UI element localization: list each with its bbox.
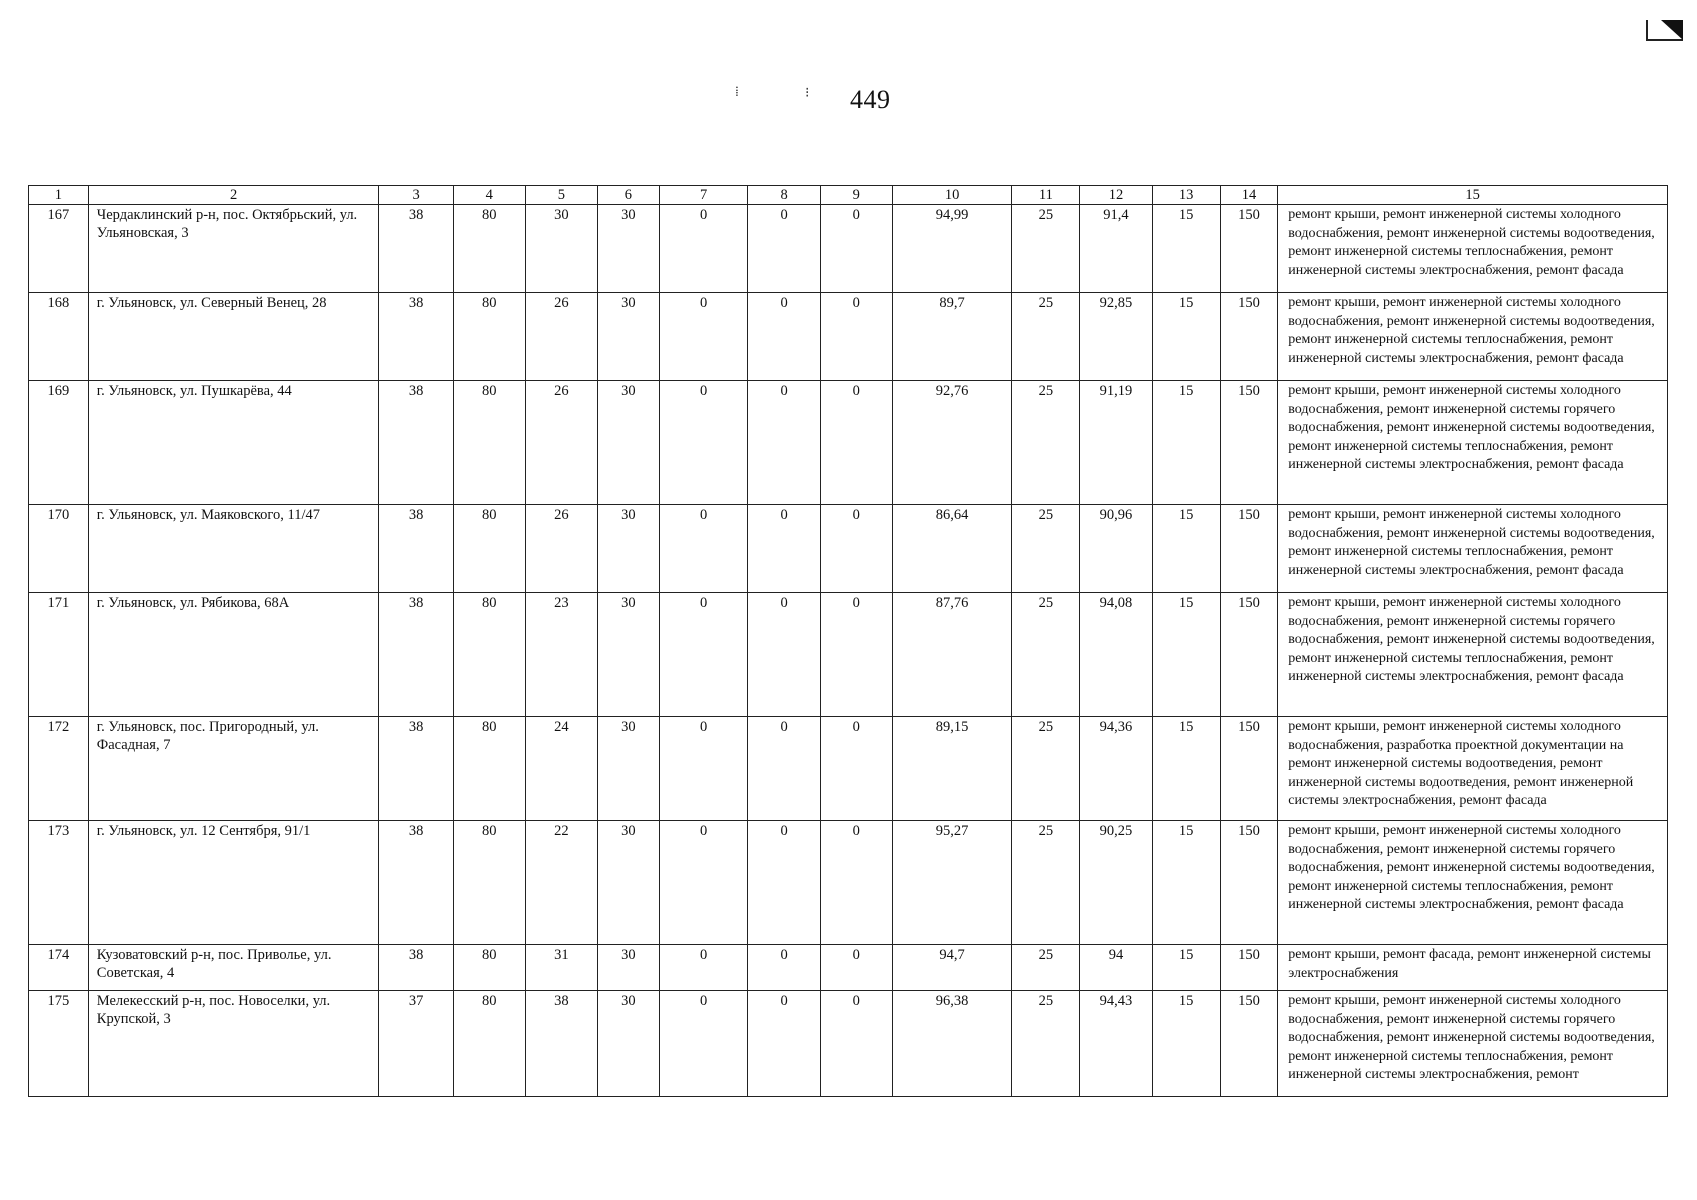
value-cell: 94,43 [1080, 991, 1152, 1097]
col-header: 9 [820, 186, 892, 205]
value-cell: 26 [525, 381, 597, 505]
value-cell: 38 [379, 205, 453, 293]
value-cell: 0 [659, 991, 748, 1097]
value-cell: 23 [525, 593, 597, 717]
value-cell: 0 [748, 381, 820, 505]
col-header: 2 [88, 186, 379, 205]
value-cell: 0 [820, 381, 892, 505]
value-cell: 15 [1152, 205, 1220, 293]
value-cell: 38 [379, 293, 453, 381]
value-cell: 80 [453, 945, 525, 991]
value-cell: 30 [598, 717, 660, 821]
value-cell: 38 [379, 717, 453, 821]
value-cell: 0 [820, 821, 892, 945]
value-cell: 0 [659, 205, 748, 293]
value-cell: 25 [1012, 205, 1080, 293]
value-cell: 91,4 [1080, 205, 1152, 293]
row-number: 169 [29, 381, 89, 505]
value-cell: 30 [598, 381, 660, 505]
scan-artifact: ⁞ [735, 85, 739, 100]
value-cell: 0 [820, 505, 892, 593]
col-header: 12 [1080, 186, 1152, 205]
scan-artifact: ⁝ [805, 86, 810, 101]
col-header: 5 [525, 186, 597, 205]
value-cell: 0 [659, 717, 748, 821]
value-cell: 0 [659, 293, 748, 381]
value-cell: 26 [525, 293, 597, 381]
col-header: 11 [1012, 186, 1080, 205]
page-number: 449 [850, 85, 891, 114]
works-cell: ремонт крыши, ремонт инженерной системы холодного водоснабжения, ремонт инженерной системы горячего водоснабжения, ремонт инженерной системы водоотведения, ремонт инженерной системы теплоснабжения, ремонт инженерной системы электроснабжения, ремонт фасада [1278, 821, 1668, 945]
value-cell: 150 [1220, 991, 1278, 1097]
value-cell: 15 [1152, 991, 1220, 1097]
value-cell: 15 [1152, 505, 1220, 593]
value-cell: 30 [598, 945, 660, 991]
value-cell: 92,76 [892, 381, 1012, 505]
value-cell: 0 [820, 293, 892, 381]
value-cell: 25 [1012, 505, 1080, 593]
value-cell: 0 [659, 381, 748, 505]
value-cell: 15 [1152, 945, 1220, 991]
row-number: 173 [29, 821, 89, 945]
col-header: 8 [748, 186, 820, 205]
value-cell: 80 [453, 205, 525, 293]
value-cell: 150 [1220, 293, 1278, 381]
value-cell: 24 [525, 717, 597, 821]
value-cell: 25 [1012, 593, 1080, 717]
value-cell: 0 [748, 717, 820, 821]
table-row [29, 593, 1668, 717]
address-cell: Чердаклинский р-н, пос. Октябрьский, ул. Ульяновская, 3 [88, 205, 379, 293]
table-row [29, 381, 1668, 505]
works-cell: ремонт крыши, ремонт инженерной системы холодного водоснабжения, ремонт инженерной системы горячего водоснабжения, ремонт инженерной системы водоотведения, ремонт инженерной системы теплоснабжения, ремонт инженерной системы электроснабжения, ремонт фасада [1278, 593, 1668, 717]
table-row [29, 991, 1668, 1097]
value-cell: 25 [1012, 945, 1080, 991]
col-header: 1 [29, 186, 89, 205]
value-cell: 96,38 [892, 991, 1012, 1097]
value-cell: 25 [1012, 381, 1080, 505]
value-cell: 0 [748, 205, 820, 293]
value-cell: 0 [659, 593, 748, 717]
value-cell: 87,76 [892, 593, 1012, 717]
col-header: 13 [1152, 186, 1220, 205]
address-cell: Кузоватовский р-н, пос. Приволье, ул. Советская, 4 [88, 945, 379, 991]
value-cell: 25 [1012, 717, 1080, 821]
value-cell: 26 [525, 505, 597, 593]
col-header: 14 [1220, 186, 1278, 205]
value-cell: 22 [525, 821, 597, 945]
address-cell: г. Ульяновск, ул. Маяковского, 11/47 [88, 505, 379, 593]
value-cell: 38 [379, 945, 453, 991]
value-cell: 15 [1152, 293, 1220, 381]
row-number: 167 [29, 205, 89, 293]
repair-program-table [28, 185, 1668, 1097]
value-cell: 0 [820, 205, 892, 293]
value-cell: 150 [1220, 945, 1278, 991]
works-cell: ремонт крыши, ремонт инженерной системы холодного водоснабжения, разработка проектной документации на ремонт инженерной системы водоотведения, ремонт инженерной системы водоотведения, ремонт инженерной системы электроснабжения, ремонт фасада [1278, 717, 1668, 821]
row-number: 175 [29, 991, 89, 1097]
value-cell: 80 [453, 717, 525, 821]
corner-fold-icon [1643, 18, 1685, 42]
value-cell: 94,99 [892, 205, 1012, 293]
value-cell: 30 [598, 293, 660, 381]
table-row [29, 821, 1668, 945]
table-body [29, 205, 1668, 1097]
value-cell: 90,25 [1080, 821, 1152, 945]
works-cell: ремонт крыши, ремонт фасада, ремонт инженерной системы электроснабжения [1278, 945, 1668, 991]
value-cell: 92,85 [1080, 293, 1152, 381]
value-cell: 80 [453, 381, 525, 505]
address-cell: Мелекесский р-н, пос. Новоселки, ул. Крупской, 3 [88, 991, 379, 1097]
value-cell: 150 [1220, 593, 1278, 717]
value-cell: 31 [525, 945, 597, 991]
row-number: 172 [29, 717, 89, 821]
row-number: 174 [29, 945, 89, 991]
address-cell: г. Ульяновск, ул. Северный Венец, 28 [88, 293, 379, 381]
value-cell: 80 [453, 505, 525, 593]
value-cell: 0 [820, 717, 892, 821]
value-cell: 15 [1152, 593, 1220, 717]
value-cell: 0 [748, 945, 820, 991]
table-row [29, 293, 1668, 381]
address-cell: г. Ульяновск, пос. Пригородный, ул. Фасадная, 7 [88, 717, 379, 821]
value-cell: 89,7 [892, 293, 1012, 381]
value-cell: 30 [598, 991, 660, 1097]
value-cell: 150 [1220, 505, 1278, 593]
works-cell: ремонт крыши, ремонт инженерной системы холодного водоснабжения, ремонт инженерной системы горячего водоснабжения, ремонт инженерной системы водоотведения, ремонт инженерной системы теплоснабжения, ремонт инженерной системы электроснабжения, ремонт [1278, 991, 1668, 1097]
header-row [29, 186, 1668, 205]
value-cell: 0 [748, 505, 820, 593]
address-cell: г. Ульяновск, ул. Пушкарёва, 44 [88, 381, 379, 505]
works-cell: ремонт крыши, ремонт инженерной системы холодного водоснабжения, ремонт инженерной системы горячего водоснабжения, ремонт инженерной системы водоотведения, ремонт инженерной системы теплоснабжения, ремонт инженерной системы электроснабжения, ремонт фасада [1278, 381, 1668, 505]
value-cell: 80 [453, 991, 525, 1097]
value-cell: 0 [820, 593, 892, 717]
value-cell: 0 [748, 821, 820, 945]
value-cell: 15 [1152, 717, 1220, 821]
value-cell: 90,96 [1080, 505, 1152, 593]
value-cell: 0 [659, 945, 748, 991]
value-cell: 38 [525, 991, 597, 1097]
value-cell: 91,19 [1080, 381, 1152, 505]
table-row [29, 717, 1668, 821]
row-number: 170 [29, 505, 89, 593]
repair-program-table-container [28, 185, 1668, 1097]
value-cell: 95,27 [892, 821, 1012, 945]
value-cell: 38 [379, 593, 453, 717]
value-cell: 30 [598, 505, 660, 593]
value-cell: 30 [598, 205, 660, 293]
value-cell: 38 [379, 381, 453, 505]
value-cell: 15 [1152, 381, 1220, 505]
col-header: 7 [659, 186, 748, 205]
col-header: 10 [892, 186, 1012, 205]
works-cell: ремонт крыши, ремонт инженерной системы холодного водоснабжения, ремонт инженерной системы водоотведения, ремонт инженерной системы теплоснабжения, ремонт инженерной системы электроснабжения, ремонт фасада [1278, 205, 1668, 293]
value-cell: 15 [1152, 821, 1220, 945]
value-cell: 80 [453, 293, 525, 381]
value-cell: 89,15 [892, 717, 1012, 821]
works-cell: ремонт крыши, ремонт инженерной системы холодного водоснабжения, ремонт инженерной системы водоотведения, ремонт инженерной системы теплоснабжения, ремонт инженерной системы электроснабжения, ремонт фасада [1278, 505, 1668, 593]
value-cell: 150 [1220, 381, 1278, 505]
value-cell: 0 [748, 593, 820, 717]
works-cell: ремонт крыши, ремонт инженерной системы холодного водоснабжения, ремонт инженерной системы водоотведения, ремонт инженерной системы теплоснабжения, ремонт инженерной системы электроснабжения, ремонт фасада [1278, 293, 1668, 381]
value-cell: 30 [598, 593, 660, 717]
value-cell: 94 [1080, 945, 1152, 991]
value-cell: 25 [1012, 991, 1080, 1097]
value-cell: 30 [525, 205, 597, 293]
value-cell: 80 [453, 821, 525, 945]
value-cell: 0 [748, 293, 820, 381]
value-cell: 30 [598, 821, 660, 945]
col-header: 3 [379, 186, 453, 205]
col-header: 4 [453, 186, 525, 205]
value-cell: 94,08 [1080, 593, 1152, 717]
address-cell: г. Ульяновск, ул. Рябикова, 68А [88, 593, 379, 717]
value-cell: 150 [1220, 821, 1278, 945]
row-number: 168 [29, 293, 89, 381]
address-cell: г. Ульяновск, ул. 12 Сентября, 91/1 [88, 821, 379, 945]
value-cell: 38 [379, 505, 453, 593]
value-cell: 25 [1012, 293, 1080, 381]
value-cell: 86,64 [892, 505, 1012, 593]
value-cell: 0 [748, 991, 820, 1097]
value-cell: 25 [1012, 821, 1080, 945]
table-row [29, 205, 1668, 293]
table-row [29, 945, 1668, 991]
value-cell: 0 [659, 505, 748, 593]
value-cell: 38 [379, 821, 453, 945]
value-cell: 0 [820, 991, 892, 1097]
value-cell: 0 [820, 945, 892, 991]
value-cell: 37 [379, 991, 453, 1097]
value-cell: 150 [1220, 205, 1278, 293]
row-number: 171 [29, 593, 89, 717]
value-cell: 94,36 [1080, 717, 1152, 821]
value-cell: 94,7 [892, 945, 1012, 991]
col-header: 6 [598, 186, 660, 205]
value-cell: 0 [659, 821, 748, 945]
value-cell: 80 [453, 593, 525, 717]
value-cell: 150 [1220, 717, 1278, 821]
col-header: 15 [1278, 186, 1668, 205]
table-row [29, 505, 1668, 593]
